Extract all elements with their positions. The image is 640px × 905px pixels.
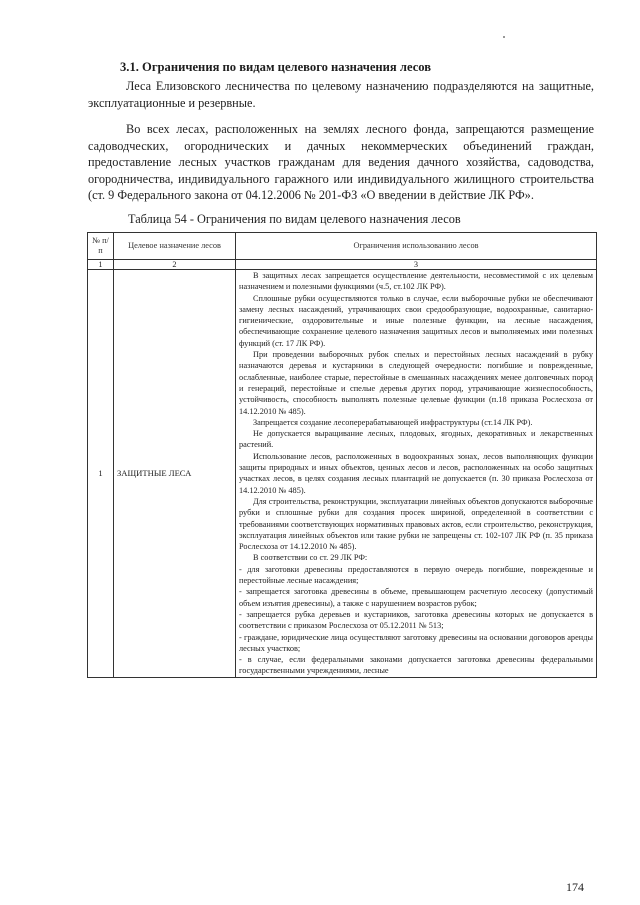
restriction-paragraph: Сплошные рубки осуществляются только в случае, если выборочные рубки не обеспечивают замену лесных насаждений, утрачивающих свои средообразующие, водоохранные, санитарно-гигиенические, оздоровительные и иные полезные функции, на лесные насаждения, обеспечивающие сохранение целевого назначения защитных лесов и выполняемых ими полезных функций (ст. 17 ЛК РФ). (239, 293, 593, 348)
column-number: 2 (114, 260, 236, 270)
restriction-paragraph: В защитных лесах запрещается осуществление деятельности, несовместимой с их целевым назначением и полезными функциями (ч.5, ст.102 ЛК РФ). (239, 271, 593, 292)
row-number: 1 (88, 270, 114, 678)
scan-speck (503, 36, 505, 38)
restriction-list-item: - граждане, юридические лица осуществляют заготовку древесины на основании договоров аренды лесных участков; (239, 632, 593, 653)
restriction-paragraph: Запрещается создание лесоперерабатывающей инфраструктуры (ст.14 ЛК РФ). (253, 417, 533, 427)
column-number: 3 (236, 260, 597, 270)
row-purpose: ЗАЩИТНЫЕ ЛЕСА (114, 270, 236, 678)
page-number: 174 (566, 880, 584, 894)
column-number: 1 (88, 260, 114, 270)
column-number-row (88, 260, 597, 270)
restriction-paragraph: При проведении выборочных рубок спелых и перестойных лесных насаждений в рубку назначаются деревья и кустарники в следующей очередности: погибшие и поврежденные, ослабленные, наиболее старые, перестойные в смешанных насаждениях менее долговечных пород и генераций, перестойные и спелые деревья других пород, утрачивающие жизнеспособность, устойчивость, способность выполнять полезные целевые функции (п.18 приказа Рослесхоза от 14.12.2010 № 485). (239, 350, 593, 416)
restriction-paragraph: Не допускается выращивание лесных, плодовых, ягодных, декоративных и лекарственных растений. (239, 429, 593, 450)
section-heading: 3.1. Ограничения по видам целевого назначения лесов (120, 60, 432, 74)
table-caption: Таблица 54 - Ограничения по видам целевого назначения лесов (128, 212, 461, 226)
restriction-paragraph: Использование лесов, расположенных в водоохранных зонах, лесов выполняющих функции защиты природных и иных объектов, ценных лесов и лесов, расположенных на особо защитных участках лесов, в целях создания лесных плантаций не допускается (п. 30 приказа Рослесхоза от 14.12.2010 № 485). (239, 451, 593, 495)
table-header-row (88, 233, 597, 260)
header-number: № п/п (88, 233, 114, 260)
restriction-list-item: - в случае, если федеральными законами допускается заготовка древесины федеральными государственными учреждениями, лесные (239, 655, 593, 676)
header-restrictions: Ограничения использованию лесов (236, 233, 597, 260)
header-purpose: Целевое назначение лесов (114, 233, 236, 260)
restriction-paragraph: В соответствии со ст. 29 ЛК РФ: (253, 553, 368, 563)
restriction-list-item: - запрещается заготовка древесины в объеме, превышающем расчетную лесосеку (допустимый объем изъятия древесины), а также с нарушением возрастов рубок; (239, 587, 593, 608)
restrictions-table (87, 232, 597, 678)
table-row (88, 270, 597, 678)
prohibition-paragraph: Во всех лесах, расположенных на землях лесного фонда, запрещаются размещение садоводческих, огороднических и дачных некоммерческих объединений граждан, предоставление лесных участков гражданам для ведения дачного хозяйства, садоводства, огородничества, индивидуального гаражного или индивидуального жилищного строительства (ст. 9 Федерального закона от 04.12.2006 № 201-ФЗ «О введении в действие ЛК РФ». (88, 122, 594, 203)
intro-paragraph: Леса Елизовского лесничества по целевому назначению подразделяются на защитные, эксплуатационные и резервные. (88, 79, 594, 110)
restriction-list-item: - для заготовки древесины предоставляются в первую очередь погибшие, поврежденные и перестойные лесные насаждения; (239, 564, 593, 586)
restriction-list-item: - запрещается рубка деревьев и кустарников, заготовка древесины которых не допускается в соответствии с приказом Рослесхоза от 05.12.2011 № 513; (239, 609, 593, 631)
restrictions-cell (236, 270, 597, 678)
restriction-paragraph: Для строительства, реконструкции, эксплуатации линейных объектов допускаются выборочные рубки и сплошные рубки для создания просек шириной, определенной в соответствии с требованиями соответствующих нормативных правовых актов, если строительство, реконструкция, эксплуатация линейных объектов или такие рубки не запрещены ст. 102-107 ЛК РФ (п. 35 приказа Рослесхоза от 14.12.2010 № 485). (239, 496, 593, 552)
